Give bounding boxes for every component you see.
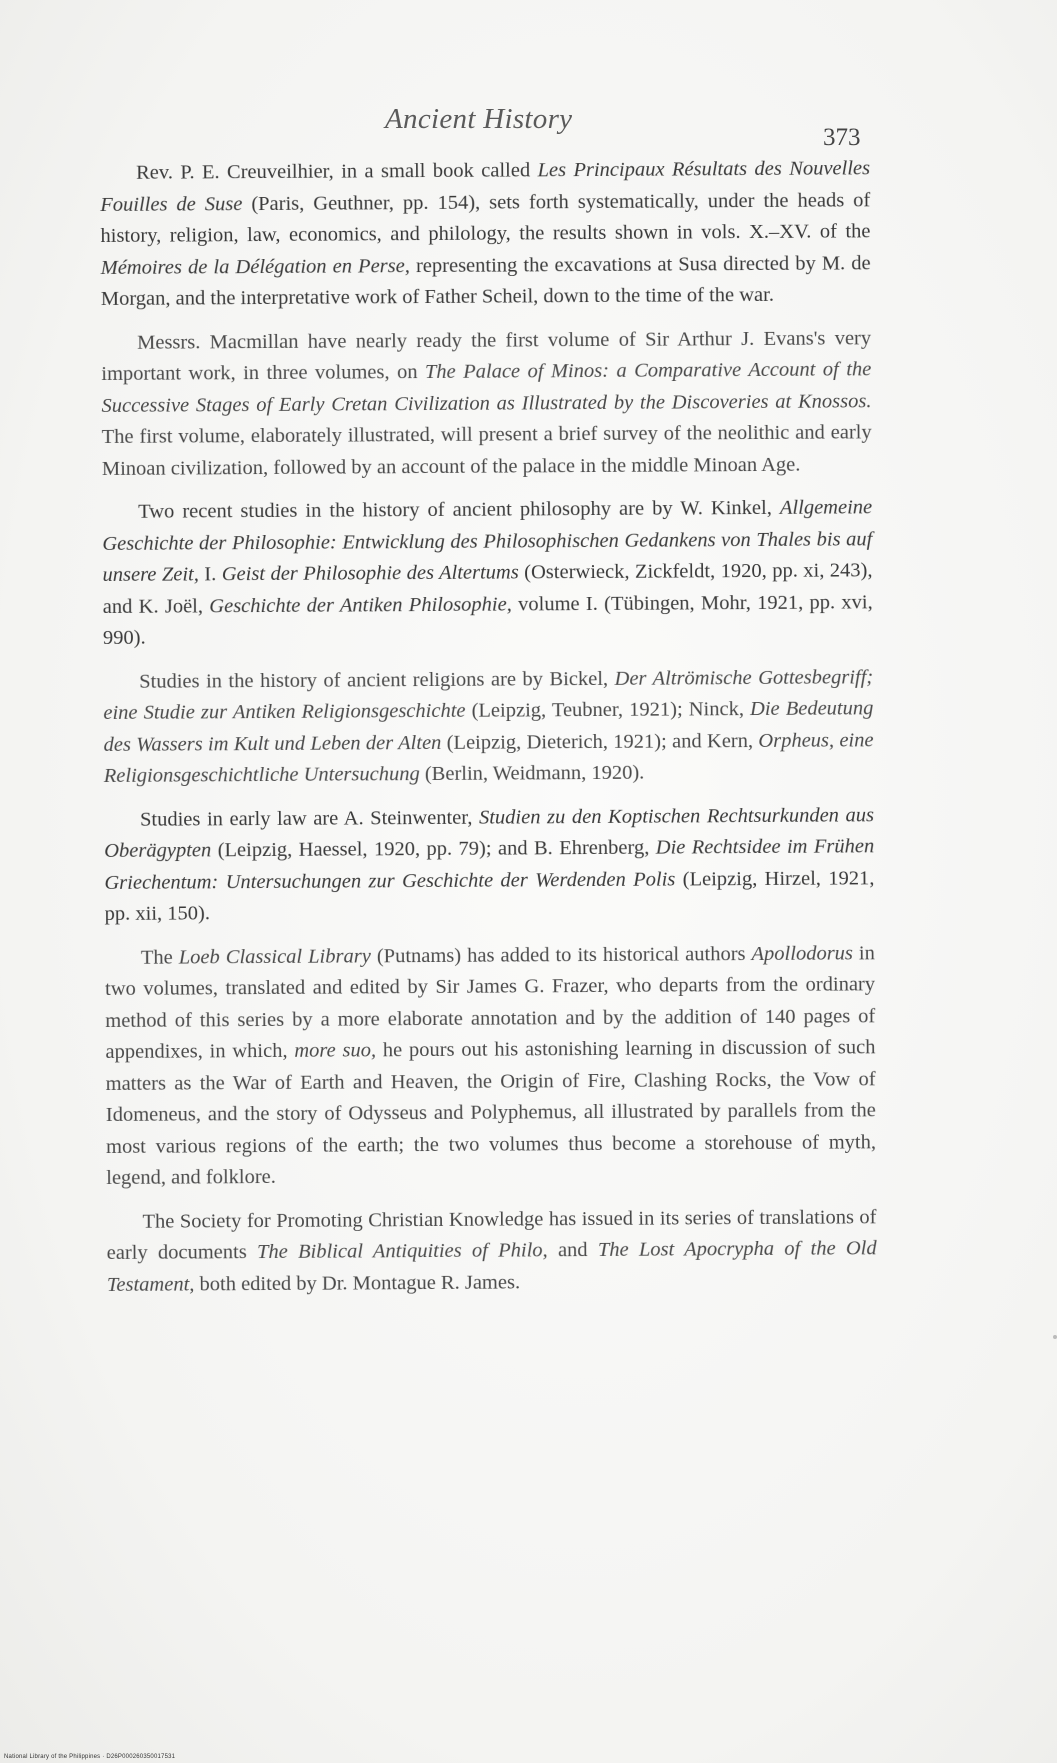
italic-title: Geschichte der Antiken Philosophie, <box>209 592 512 617</box>
text-run: (Leipzig, Teubner, 1921); Ninck, <box>465 698 751 722</box>
italic-title: more suo, <box>294 1039 377 1062</box>
paragraph-spck-translations <box>106 1202 877 1301</box>
text-run: (Leipzig, Haessel, 1920, pp. 79); and B. Ehrenberg, <box>211 836 656 862</box>
text-run: Studies in early law are A. Steinwenter, <box>139 806 480 831</box>
italic-title: Orpheus, eine Religionsgeschichtliche Untersuchung <box>103 728 874 787</box>
italic-title: The Palace of Minos: a Comparative Account of the Successive Stages of Early Cretan Civilization as Illustrated by the Discoveries at Knossos. <box>101 358 872 417</box>
text-run: volume I. (Tübingen, Mohr, 1921, pp. xvi, 990). <box>102 590 873 649</box>
italic-title: Mémoires de la Délégation en Perse, <box>100 254 410 279</box>
dust-speck <box>1053 1335 1057 1339</box>
text-run: I. <box>198 563 222 586</box>
text-run: (Berlin, Weidmann, 1920). <box>419 761 645 786</box>
italic-title: Die Bedeutung des Wassers im Kult und Leben der Alten <box>103 697 874 756</box>
text-run: (Osterwieck, Zickfeldt, 1920, pp. xi, 243), and K. Joël, <box>102 559 873 618</box>
italic-title: Die Rechtsidee im Frühen Griechentum: Untersuchungen zur Geschichte der Werdenden Polis <box>104 835 875 894</box>
paragraph-loeb-apollodorus <box>105 938 877 1195</box>
text-run: Two recent studies in the history of ancient philosophy are by W. Kinkel, <box>138 496 780 523</box>
text-run: representing the excavations at Susa directed by M. de Morgan, and the interpretative work of Father Scheil, down to the time of the war. <box>100 251 871 310</box>
text-run: (Leipzig, Dieterich, 1921); and Kern, <box>441 729 759 754</box>
text-run: (Paris, Geuthner, pp. 154), sets forth systematically, under the heads of history, religion, law, economics, and philology, the results shown in vols. X.–XV. of the <box>100 188 871 247</box>
body-text <box>100 153 877 1313</box>
text-run: (Putnams) has added to its historical authors <box>370 942 752 967</box>
italic-title: Geist der Philosophie des Altertums <box>221 561 519 586</box>
text-run: Rev. P. E. Creuveilhier, in a small book called <box>136 159 538 184</box>
italic-title: The Lost Apocrypha of the Old Testament, <box>106 1237 877 1296</box>
paragraph-ancient-philosophy <box>102 492 873 654</box>
library-footer: National Library of the Philippines · D26P000260350017531 <box>4 1754 176 1760</box>
italic-title: Der Altrömische Gottesbegriff; eine Studie zur Antiken Religionsgeschichte <box>103 665 874 724</box>
paragraph-early-law <box>104 800 875 931</box>
italic-title: The Biblical Antiquities of Philo, <box>256 1239 548 1264</box>
text-run: in two volumes, translated and edited by Sir James G. Frazer, who departs from the ordinary method of this series by a more elaborate annotation and by the addition of 140 pages of appendixes, in which, <box>105 941 876 1063</box>
paragraph-palace-of-minos <box>101 323 872 485</box>
text-run: both edited by Dr. Montague R. James. <box>194 1270 521 1295</box>
paragraph-susa-excavations <box>100 153 871 315</box>
paragraph-ancient-religions <box>103 662 874 793</box>
text-run: Studies in the history of ancient religions are by Bickel, <box>139 667 615 693</box>
italic-title: Allgemeine Geschichte der Philosophie: Entwicklung des Philosophischen Gedankens von Thales bis auf unsere Zeit, <box>102 496 873 586</box>
text-run: (Leipzig, Hirzel, 1921, pp. xii, 150). <box>104 866 875 925</box>
running-header: Ancient History <box>385 103 573 135</box>
text-run: and <box>547 1238 598 1262</box>
text-run: The Society for Promoting Christian Knowledge has issued in its series of translations of early documents <box>106 1205 877 1264</box>
text-run: Messrs. Macmillan have nearly ready the first volume of Sir Arthur J. Evans's very important work, in three volumes, on <box>101 326 872 385</box>
text-run: he pours out his astonishing learning in discussion of such matters as the War of Earth and Heaven, the Origin of Fire, Clashing Rocks, the Vow of Idomeneus, and the story of Odysseus and Polyphemus, all illustrated by parallels from the most various regions of the earth; the two volumes thus become a storehouse of myth, legend, and folklore. <box>105 1036 877 1189</box>
text-run: The <box>140 946 179 969</box>
italic-title: Studien zu den Koptischen Rechtsurkunden aus Oberägypten <box>104 803 875 862</box>
text-run: The first volume, elaborately illustrated, will present a brief survey of the neolithic and early Minoan civilization, followed by an account of the palace in the middle Minoan Age. <box>101 421 872 480</box>
italic-title: Les Principaux Résultats des Nouvelles Fouilles de Suse <box>100 157 871 216</box>
italic-title: Apollodorus <box>751 941 853 965</box>
page-number: 373 <box>823 124 861 151</box>
italic-title: Loeb Classical Library <box>178 944 371 969</box>
